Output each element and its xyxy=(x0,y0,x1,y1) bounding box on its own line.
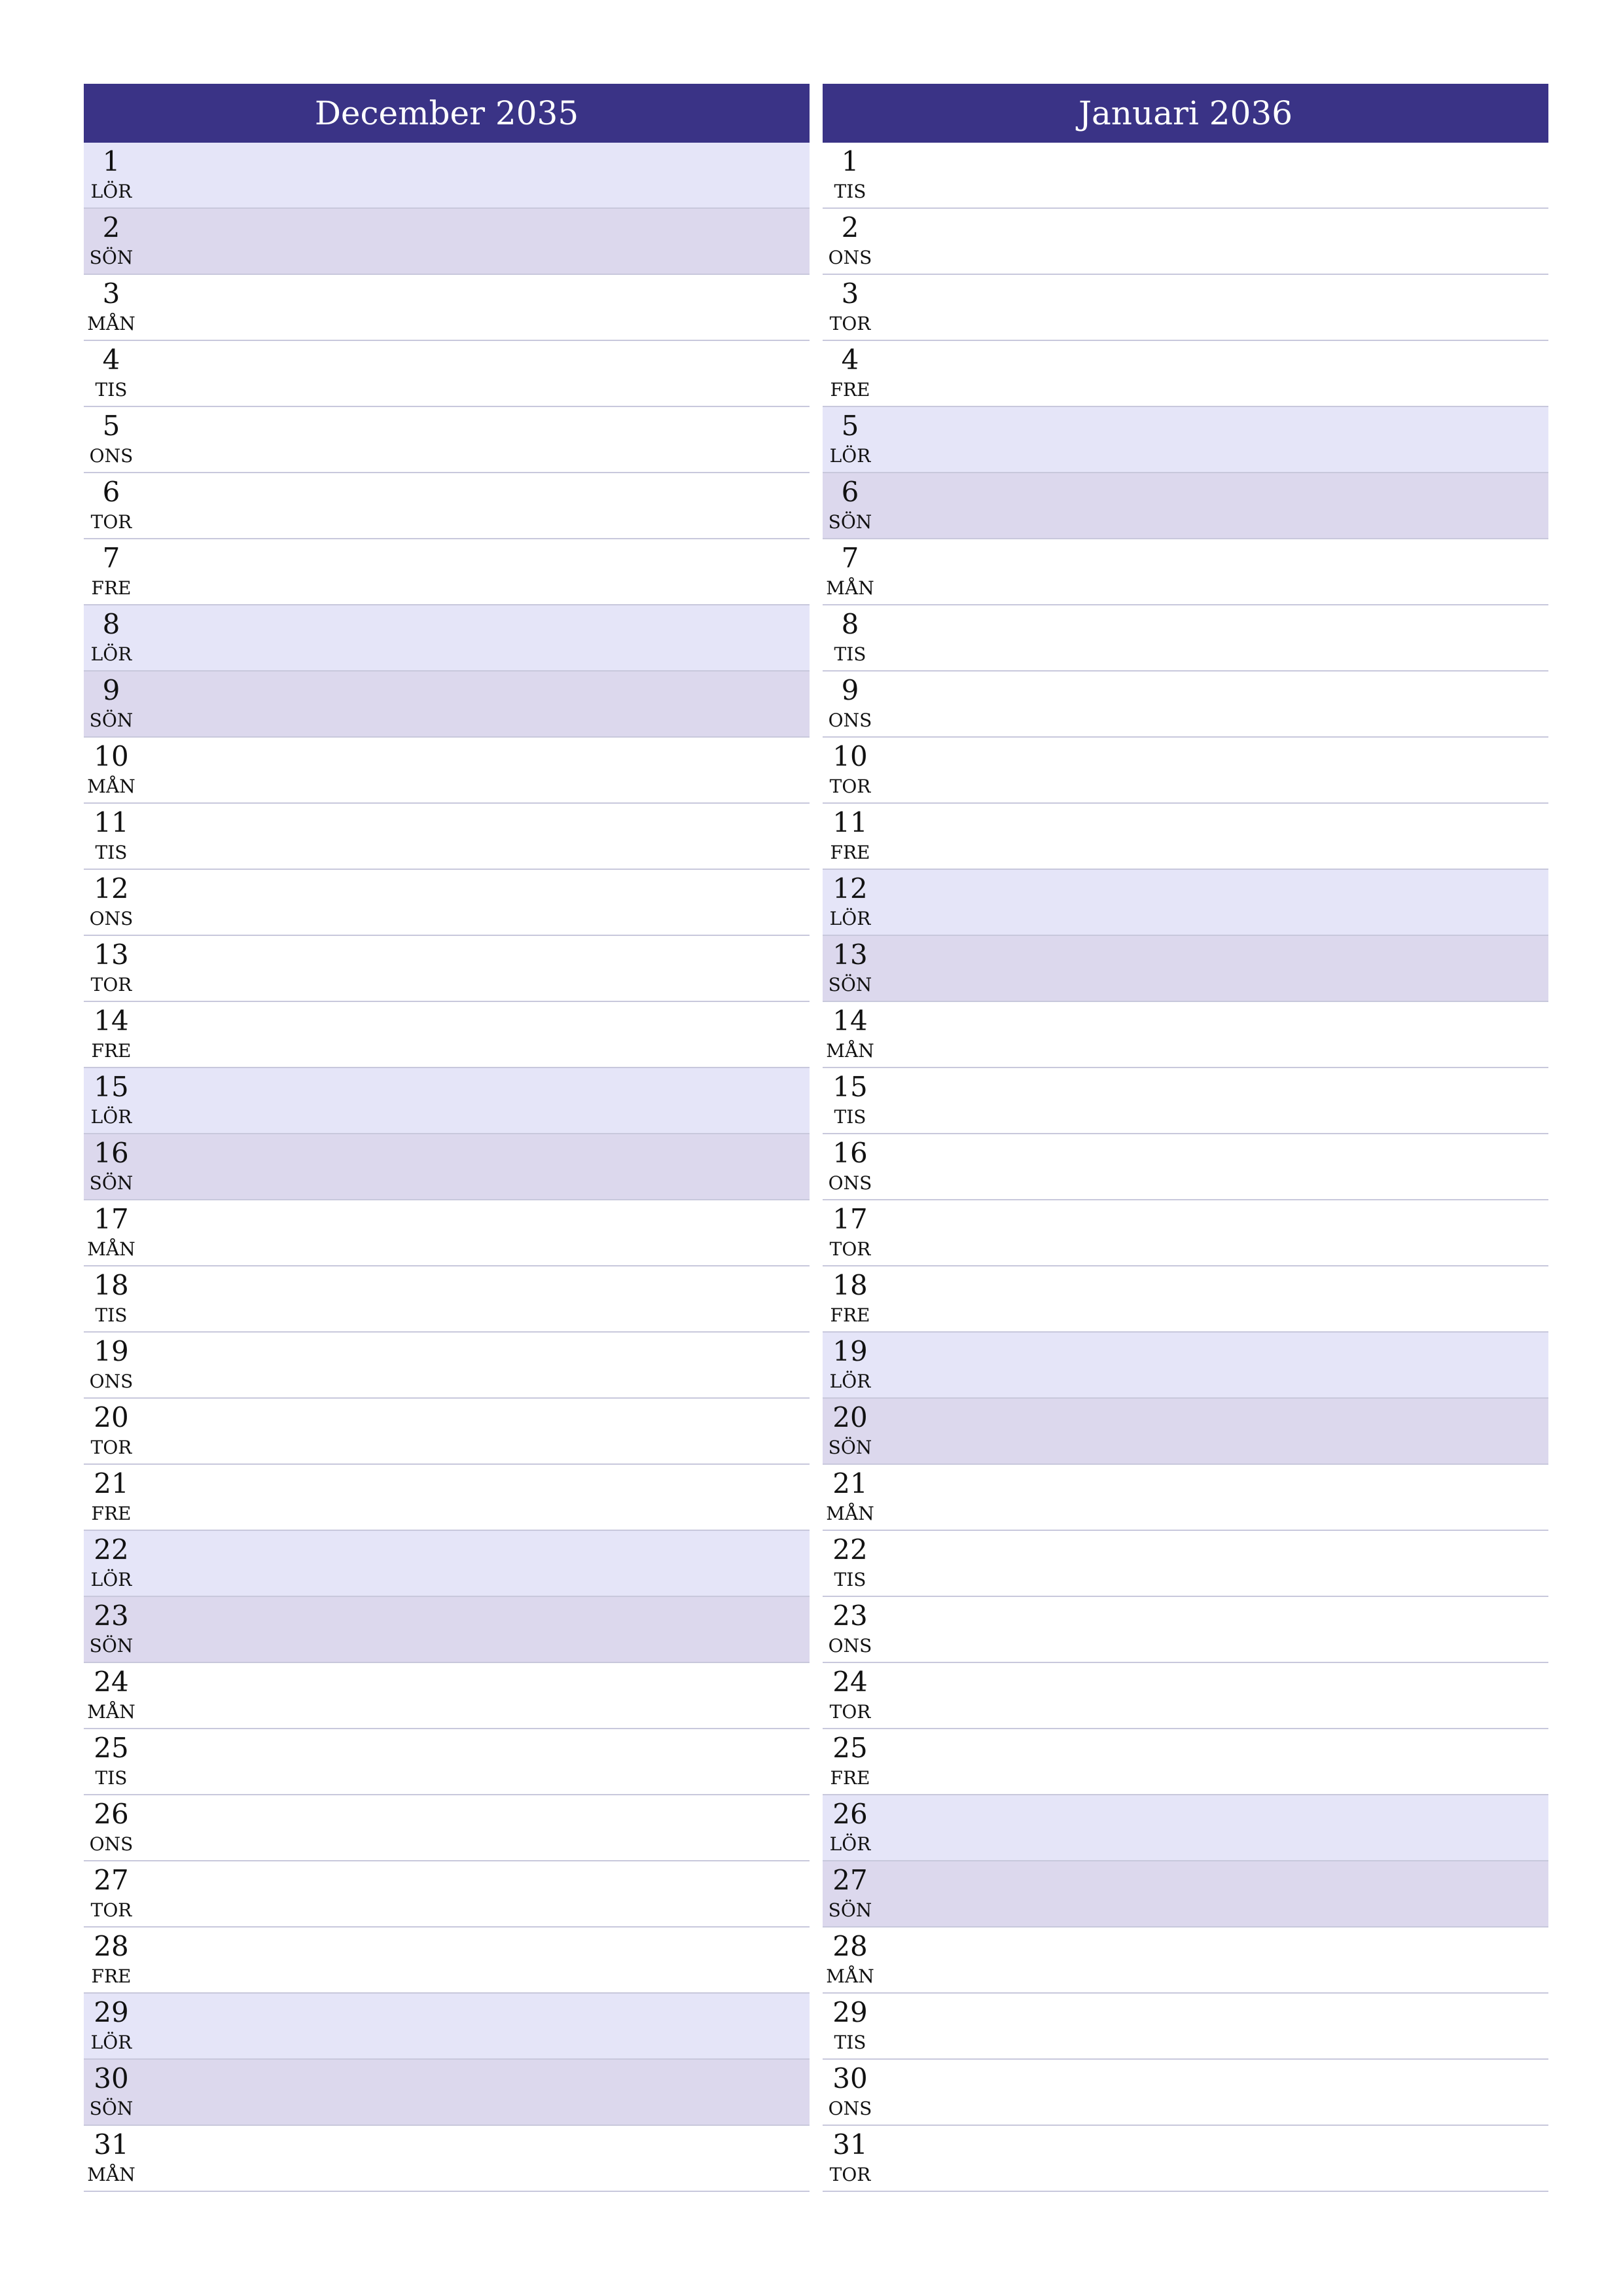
weekday-label: LÖR xyxy=(829,1371,871,1392)
day-number: 6 xyxy=(102,476,120,508)
day-row xyxy=(823,275,1548,341)
weekday-label: TIS xyxy=(834,643,866,665)
day-row xyxy=(823,1861,1548,1928)
day-row xyxy=(84,738,810,804)
day-row xyxy=(823,143,1548,209)
weekday-label: TIS xyxy=(834,1106,866,1128)
month-december-2035 xyxy=(84,84,810,2192)
weekday-label: LÖR xyxy=(829,908,871,929)
weekday-label: SÖN xyxy=(89,2098,134,2119)
day-row xyxy=(84,1134,810,1200)
weekday-label: ONS xyxy=(828,1635,872,1657)
weekday-label: MÅN xyxy=(826,1965,874,1987)
day-row xyxy=(823,936,1548,1002)
day-number: 28 xyxy=(94,1930,129,1962)
day-number: 19 xyxy=(832,1335,868,1367)
day-row xyxy=(84,341,810,407)
day-number: 15 xyxy=(832,1071,868,1103)
day-number: 28 xyxy=(832,1930,868,1962)
weekday-label: MÅN xyxy=(87,1238,135,1260)
day-row xyxy=(823,672,1548,738)
day-number: 7 xyxy=(102,542,120,574)
day-number: 7 xyxy=(841,542,859,574)
weekday-label: LÖR xyxy=(829,445,871,467)
weekday-label: FRE xyxy=(91,1503,132,1524)
weekday-label: ONS xyxy=(89,445,134,467)
weekday-label: ONS xyxy=(828,709,872,731)
day-number: 3 xyxy=(102,278,120,310)
day-row xyxy=(823,1928,1548,1994)
day-number: 14 xyxy=(94,1005,129,1037)
day-row xyxy=(84,1333,810,1399)
weekday-label: MÅN xyxy=(826,1040,874,1062)
day-row xyxy=(823,1531,1548,1597)
day-row xyxy=(84,1861,810,1928)
day-row xyxy=(84,1994,810,2060)
weekday-label: ONS xyxy=(89,1371,134,1392)
weekday-label: FRE xyxy=(830,1767,870,1789)
day-row xyxy=(823,2060,1548,2126)
day-row xyxy=(823,1002,1548,1068)
day-number: 8 xyxy=(841,608,859,640)
day-row xyxy=(823,209,1548,275)
day-row xyxy=(84,1399,810,1465)
weekday-label: MÅN xyxy=(826,1503,874,1524)
day-number: 11 xyxy=(832,806,868,838)
day-row xyxy=(823,870,1548,936)
day-row xyxy=(823,1465,1548,1531)
weekday-label: TIS xyxy=(95,379,128,401)
weekday-label: TIS xyxy=(95,1304,128,1326)
weekday-label: MÅN xyxy=(87,776,135,797)
day-number: 20 xyxy=(832,1401,868,1433)
day-number: 24 xyxy=(94,1666,129,1698)
weekday-label: SÖN xyxy=(89,247,134,268)
weekday-label: LÖR xyxy=(829,1833,871,1855)
day-number: 2 xyxy=(102,211,120,243)
day-row xyxy=(84,804,810,870)
day-number: 3 xyxy=(841,278,859,310)
day-row xyxy=(84,870,810,936)
day-number: 9 xyxy=(102,674,120,706)
day-row xyxy=(823,341,1548,407)
day-number: 24 xyxy=(832,1666,868,1698)
day-number: 11 xyxy=(94,806,129,838)
weekday-label: TOR xyxy=(829,313,871,334)
weekday-label: TIS xyxy=(834,2032,866,2053)
day-number: 1 xyxy=(102,145,120,177)
weekday-label: LÖR xyxy=(90,2032,132,2053)
day-number: 30 xyxy=(94,2062,129,2094)
day-number: 25 xyxy=(832,1732,868,1764)
weekday-label: LÖR xyxy=(90,643,132,665)
day-row xyxy=(823,1134,1548,1200)
day-row xyxy=(823,1266,1548,1333)
weekday-label: FRE xyxy=(91,1040,132,1062)
day-row xyxy=(823,1399,1548,1465)
weekday-label: MÅN xyxy=(87,313,135,334)
weekday-label: MÅN xyxy=(826,577,874,599)
day-row xyxy=(84,1597,810,1663)
day-number: 29 xyxy=(832,1996,868,2028)
day-row xyxy=(84,672,810,738)
day-row xyxy=(823,407,1548,473)
weekday-label: FRE xyxy=(91,577,132,599)
day-number: 25 xyxy=(94,1732,129,1764)
day-row xyxy=(84,1266,810,1333)
day-number: 10 xyxy=(94,740,129,772)
weekday-label: TOR xyxy=(90,511,132,533)
day-row xyxy=(84,2060,810,2126)
month-title: December 2035 xyxy=(84,84,810,143)
day-row xyxy=(823,1994,1548,2060)
day-row xyxy=(84,539,810,605)
month-januari-2036 xyxy=(823,84,1548,2192)
weekday-label: FRE xyxy=(830,379,870,401)
day-row xyxy=(823,804,1548,870)
weekday-label: ONS xyxy=(828,2098,872,2119)
weekday-label: TOR xyxy=(90,1899,132,1921)
weekday-label: SÖN xyxy=(89,1635,134,1657)
day-number: 2 xyxy=(841,211,859,243)
day-list xyxy=(823,143,1548,2192)
day-row xyxy=(823,738,1548,804)
day-number: 10 xyxy=(832,740,868,772)
weekday-label: TOR xyxy=(829,1701,871,1723)
weekday-label: TIS xyxy=(834,1569,866,1590)
day-number: 8 xyxy=(102,608,120,640)
weekday-label: TOR xyxy=(829,1238,871,1260)
weekday-label: SÖN xyxy=(828,1899,872,1921)
day-row xyxy=(84,1663,810,1729)
day-row xyxy=(823,473,1548,539)
day-row xyxy=(84,2126,810,2192)
day-row xyxy=(84,275,810,341)
weekday-label: MÅN xyxy=(87,2164,135,2185)
day-number: 23 xyxy=(832,1600,868,1632)
day-number: 23 xyxy=(94,1600,129,1632)
day-number: 31 xyxy=(832,2128,868,2161)
day-number: 21 xyxy=(832,1467,868,1499)
weekday-label: TIS xyxy=(834,181,866,202)
day-row xyxy=(823,1663,1548,1729)
day-number: 4 xyxy=(841,344,859,376)
day-row xyxy=(823,605,1548,672)
day-number: 19 xyxy=(94,1335,129,1367)
day-number: 16 xyxy=(94,1137,129,1169)
day-number: 18 xyxy=(832,1269,868,1301)
day-row xyxy=(823,1729,1548,1795)
day-list xyxy=(84,143,810,2192)
day-number: 6 xyxy=(841,476,859,508)
day-number: 13 xyxy=(832,939,868,971)
day-number: 4 xyxy=(102,344,120,376)
day-row xyxy=(823,1200,1548,1266)
day-row xyxy=(84,209,810,275)
weekday-label: TOR xyxy=(90,974,132,996)
day-number: 22 xyxy=(94,1534,129,1566)
day-row xyxy=(84,143,810,209)
weekday-label: SÖN xyxy=(828,511,872,533)
weekday-label: LÖR xyxy=(90,181,132,202)
day-row xyxy=(84,1465,810,1531)
day-row xyxy=(823,1333,1548,1399)
weekday-label: SÖN xyxy=(89,709,134,731)
weekday-label: TOR xyxy=(829,776,871,797)
day-number: 31 xyxy=(94,2128,129,2161)
weekday-label: SÖN xyxy=(828,974,872,996)
day-number: 1 xyxy=(841,145,859,177)
day-number: 16 xyxy=(832,1137,868,1169)
weekday-label: ONS xyxy=(89,1833,134,1855)
weekday-label: LÖR xyxy=(90,1569,132,1590)
day-number: 17 xyxy=(832,1203,868,1235)
weekday-label: MÅN xyxy=(87,1701,135,1723)
day-number: 18 xyxy=(94,1269,129,1301)
day-number: 22 xyxy=(832,1534,868,1566)
day-number: 13 xyxy=(94,939,129,971)
weekday-label: SÖN xyxy=(828,1437,872,1458)
day-number: 29 xyxy=(94,1996,129,2028)
weekday-label: ONS xyxy=(828,1172,872,1194)
day-number: 15 xyxy=(94,1071,129,1103)
day-row xyxy=(84,936,810,1002)
day-row xyxy=(84,1729,810,1795)
weekday-label: FRE xyxy=(830,842,870,863)
day-number: 14 xyxy=(832,1005,868,1037)
weekday-label: SÖN xyxy=(89,1172,134,1194)
day-number: 5 xyxy=(841,410,859,442)
day-number: 17 xyxy=(94,1203,129,1235)
weekday-label: TOR xyxy=(90,1437,132,1458)
day-row xyxy=(84,1928,810,1994)
day-row xyxy=(823,2126,1548,2192)
day-number: 26 xyxy=(832,1798,868,1830)
day-row xyxy=(84,1068,810,1134)
day-number: 21 xyxy=(94,1467,129,1499)
day-number: 20 xyxy=(94,1401,129,1433)
day-row xyxy=(823,1068,1548,1134)
day-number: 12 xyxy=(94,872,129,905)
day-row xyxy=(84,407,810,473)
day-row xyxy=(84,1531,810,1597)
weekday-label: FRE xyxy=(830,1304,870,1326)
day-number: 9 xyxy=(841,674,859,706)
day-row xyxy=(84,1795,810,1861)
day-row xyxy=(84,1002,810,1068)
weekday-label: LÖR xyxy=(90,1106,132,1128)
weekday-label: ONS xyxy=(89,908,134,929)
weekday-label: TIS xyxy=(95,1767,128,1789)
day-number: 27 xyxy=(832,1864,868,1896)
weekday-label: ONS xyxy=(828,247,872,268)
day-row xyxy=(823,1597,1548,1663)
day-row xyxy=(84,1200,810,1266)
day-row xyxy=(823,1795,1548,1861)
day-row xyxy=(823,539,1548,605)
day-number: 30 xyxy=(832,2062,868,2094)
day-number: 5 xyxy=(102,410,120,442)
month-title: Januari 2036 xyxy=(823,84,1548,143)
day-row xyxy=(84,473,810,539)
day-row xyxy=(84,605,810,672)
day-number: 26 xyxy=(94,1798,129,1830)
weekday-label: FRE xyxy=(91,1965,132,1987)
day-number: 27 xyxy=(94,1864,129,1896)
weekday-label: TOR xyxy=(829,2164,871,2185)
weekday-label: TIS xyxy=(95,842,128,863)
day-number: 12 xyxy=(832,872,868,905)
